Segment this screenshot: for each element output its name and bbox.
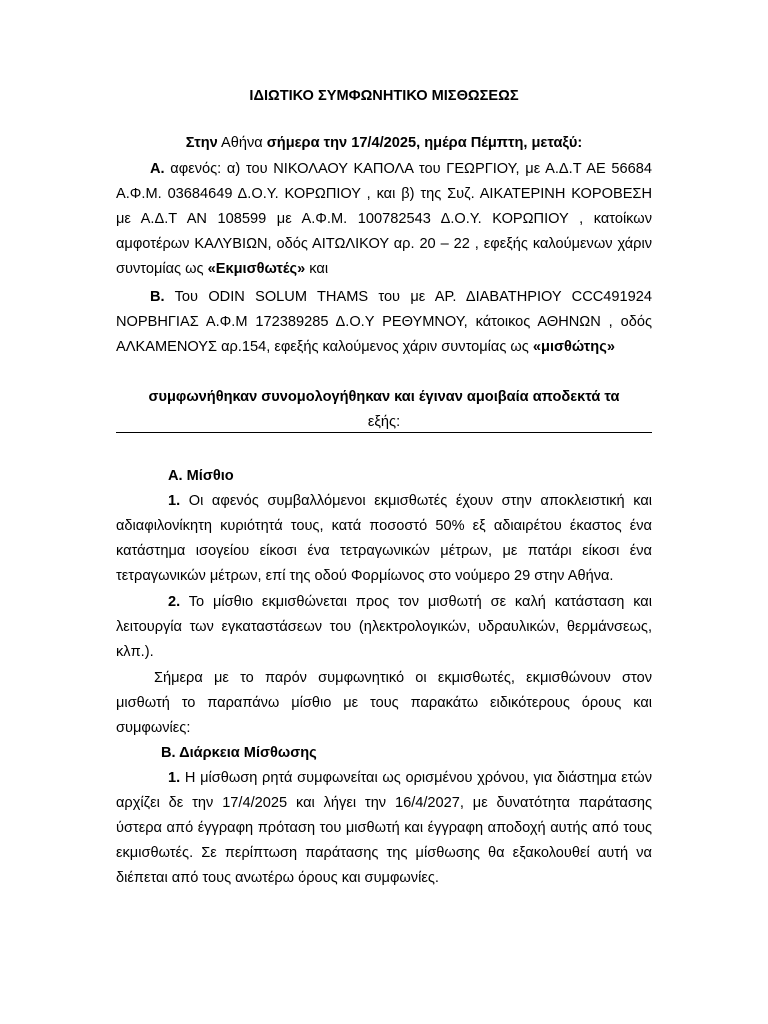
party-a-paragraph <box>116 157 652 282</box>
section-a-item-1-text: Οι αφενός συμβαλλόμενοι εκμισθωτές έχουν στην αποκλειστική και αδιαφιλονίκητη κυριότητά τους, κατά ποσοστό 50% εξ αδιαιρέτου έκαστος ένα κατάστημα ισογείου είκοσι ένα τετραγωνικών μέτρων, με πατάρι είκοσι ένα τετραγωνικών μέτρων, επί της οδού Φορμίωνος στο νούμερο 29 στην Αθήνα. <box>116 493 652 584</box>
section-a-heading: Α. Μίσθιο <box>168 468 234 484</box>
party-b-role: «μισθώτης» <box>532 339 615 355</box>
party-a-text: αφενός: α) του ΝΙΚΟΛΑΟΥ ΚΑΠΟΛΑ του ΓΕΩΡΓΙΟΥ, με Α.Δ.Τ ΑΕ 56684 Α.Φ.Μ. 03684649 Δ.Ο.Υ. ΚΟΡΩΠΙΟΥ , και β) της Συζ. ΑΙΚΑΤΕΡΙΝΗ ΚΟΡΟΒΕΣΗ με Α.Δ.Τ ΑΝ 108599 με Α.Φ.Μ. 100782543 Δ.Ο.Υ. ΚΟΡΩΠΙΟΥ , κατοίκων αμφοτέρων ΚΑΛΥΒΙΩΝ, οδός ΑΙΤΩΛΙΚΟΥ αρ. 20 – 22 , εφεξής καλούμενων χάριν συντομίας ως <box>116 161 652 277</box>
intro-part2: Αθήνα <box>217 135 267 151</box>
section-b-item-1-num: 1. <box>168 770 181 786</box>
party-b-label: Β. <box>150 289 165 305</box>
agreement-line: συμφωνήθηκαν συνομολογήθηκαν και έγιναν αμοιβαία αποδεκτά τα <box>148 389 620 405</box>
section-a-paragraph-3: Σήμερα με το παρόν συμφωνητικό οι εκμισθωτές, εκμισθώνουν στον μισθωτή το παραπάνω μίσθιο με τους παρακάτω ειδικότερους όρους και συμφωνίες: <box>116 670 652 736</box>
section-a-item-2-text: Το μίσθιο εκμισθώνεται προς τον μισθωτή σε καλή κατάσταση και λειτουργία των εγκαταστάσεων του (ηλεκτρολογικών, υδραυλικών, θερμάνσεως, κλπ.). <box>116 594 652 660</box>
party-a-label: Α. <box>150 161 165 177</box>
party-b-text: Του ODIN SOLUM THAMS του με ΑΡ. ΔΙΑΒΑΤΗΡΙΟΥ CCC491924 ΝΟΡΒΗΓΙΑΣ Α.Φ.Μ 172389285 Δ.Ο.Υ ΡΕΘΥΜΝΟΥ, κάτοικος ΑΘΗΝΩΝ , οδός ΑΛΚΑΜΕΝΟΥΣ αρ.154, εφεξής καλούμενος χάριν συντομίας ως <box>116 289 652 355</box>
document-title: ΙΔΙΩΤΙΚΟ ΣΥΜΦΩΝΗΤΙΚΟ ΜΙΣΘΩΣΕΩΣ <box>249 88 519 104</box>
intro-line <box>116 131 652 156</box>
section-b-item-1-text: Η μίσθωση ρητά συμφωνείται ως ορισμένου χρόνου, για διάστημα ετών αρχίζει δε την 17/4/2025 και λήγει την 16/4/2027, με δυνατότητα παράτασης ύστερα από έγγραφη πρόταση του μισθωτή και έγγραφη αποδοχή αυτής από τους εκμισθωτές. Σε περίπτωση παράτασης της μίσθωσης θα εξακολουθεί αυτή να διέπεται από τους ανωτέρω όρους και συμφωνίες. <box>116 770 652 886</box>
agreement-tail: εξής: <box>367 414 401 430</box>
intro-part3: σήμερα την 17/4/2025, ημέρα Πέμπτη, μεταξύ: <box>266 135 583 151</box>
section-b-item-1 <box>116 766 652 891</box>
intro-part1: Στην <box>185 135 218 151</box>
party-b-paragraph <box>116 285 652 360</box>
section-a-item-2 <box>116 590 652 665</box>
section-a-item-2-num: 2. <box>168 594 181 610</box>
party-a-role: «Εκμισθωτές» <box>207 261 306 277</box>
divider-line <box>116 432 652 433</box>
section-b-heading: Β. Διάρκεια Μίσθωσης <box>161 745 317 761</box>
section-a-item-1 <box>116 489 652 589</box>
section-a-item-1-num: 1. <box>168 493 181 509</box>
party-a-tail: και <box>305 261 329 277</box>
